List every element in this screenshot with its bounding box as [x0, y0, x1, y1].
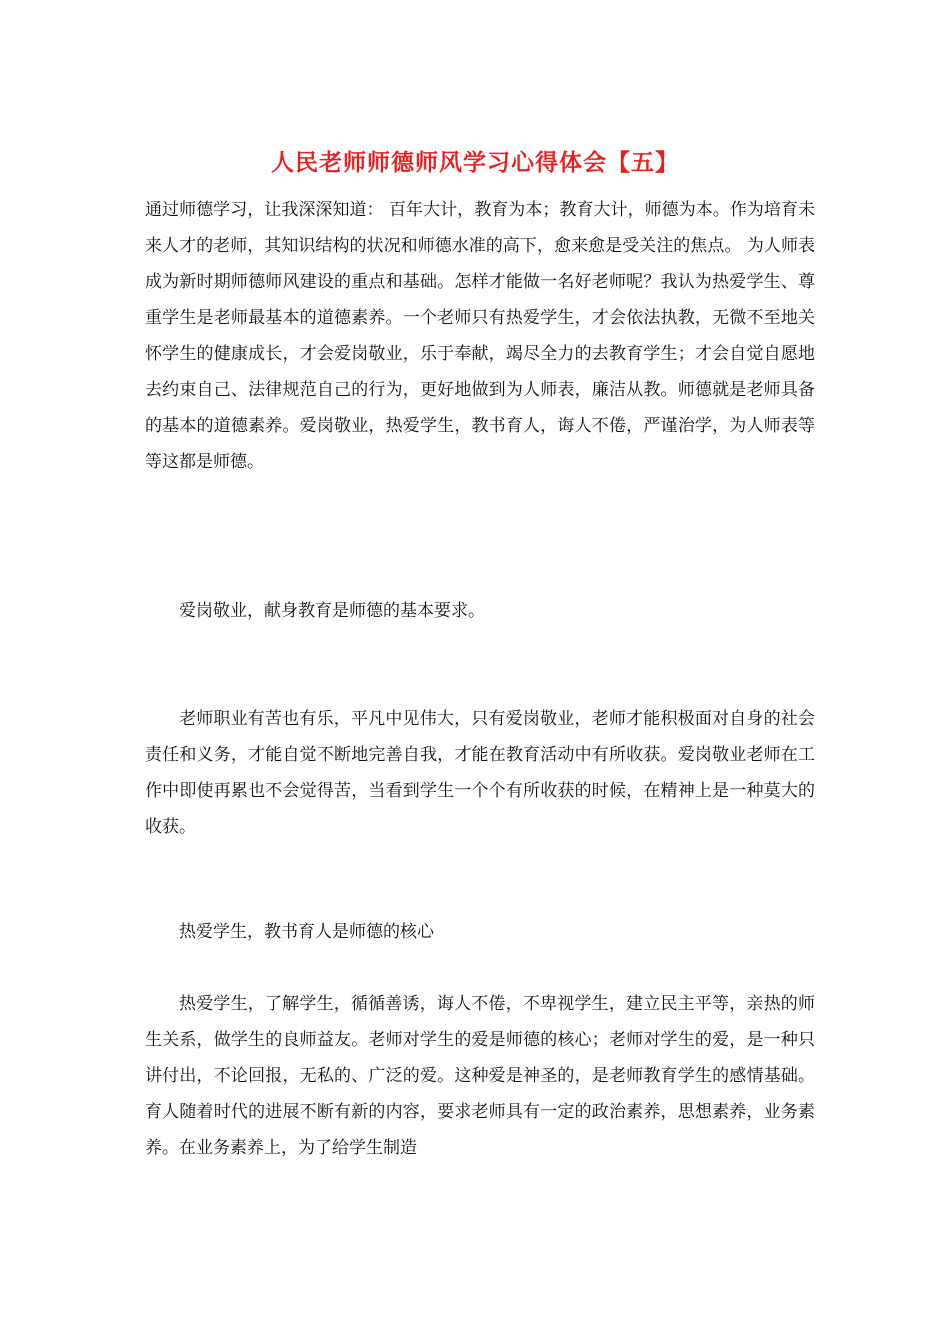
- paragraph-dedication: 老师职业有苦也有乐，平凡中见伟大，只有爱岗敬业，老师才能积极面对自身的社会责任和义务，才能自觉不断地完善自我，才能在教育活动中有所收获。爱岗敬业老师在工作中即使再累也不会觉得苦，当看到学生一个个有所收获的时候，在精神上是一种莫大的收获。: [145, 709, 815, 837]
- section-heading-dedication: 爱岗敬业，献身教育是师德的基本要求。: [179, 601, 485, 621]
- paragraph-love-students: 热爱学生，了解学生，循循善诱，诲人不倦，不卑视学生，建立民主平等，亲热的师生关系，做学生的良师益友。老师对学生的爱是师德的核心；老师对学生的爱，是一种只讲付出，不论回报，无私的、广泛的爱。这种爱是神圣的，是老师教育学生的感情基础。育人随着时代的进展不断有新的内容，要求老师具有一定的政治素养，思想素养，业务素养。在业务素养上，为了给学生制造: [145, 994, 815, 1158]
- document-title: 人民老师师德师风学习心得体会【五】: [271, 149, 679, 176]
- section-heading-love-students: 热爱学生，教书育人是师德的核心: [179, 922, 434, 942]
- paragraph-intro: 通过师德学习，让我深深知道： 百年大计，教育为本；教育大计，师德为本。作为培育未来人才的老师，其知识结构的状况和师德水准的高下，愈来愈是受关注的焦点。 为人师表 成为新时期师德师风建设的重点和基础。怎样才能做一名好老师呢？我认为热爱学生、尊重学生是老师最基本的道德素养。一个老师只有热爱学生，才会依法执教，无微不至地关怀学生的健康成长，才会爱岗敬业，乐于奉献，竭尽全力的去教育学生；才会自觉自愿地去约束自己、法律规范自己的行为，更好地做到为人师表，廉洁从教。师德就是老师具备的基本的道德素养。爱岗敬业，热爱学生，教书育人，诲人不倦，严谨治学，为人师表等等这都是师德。: [145, 200, 815, 472]
